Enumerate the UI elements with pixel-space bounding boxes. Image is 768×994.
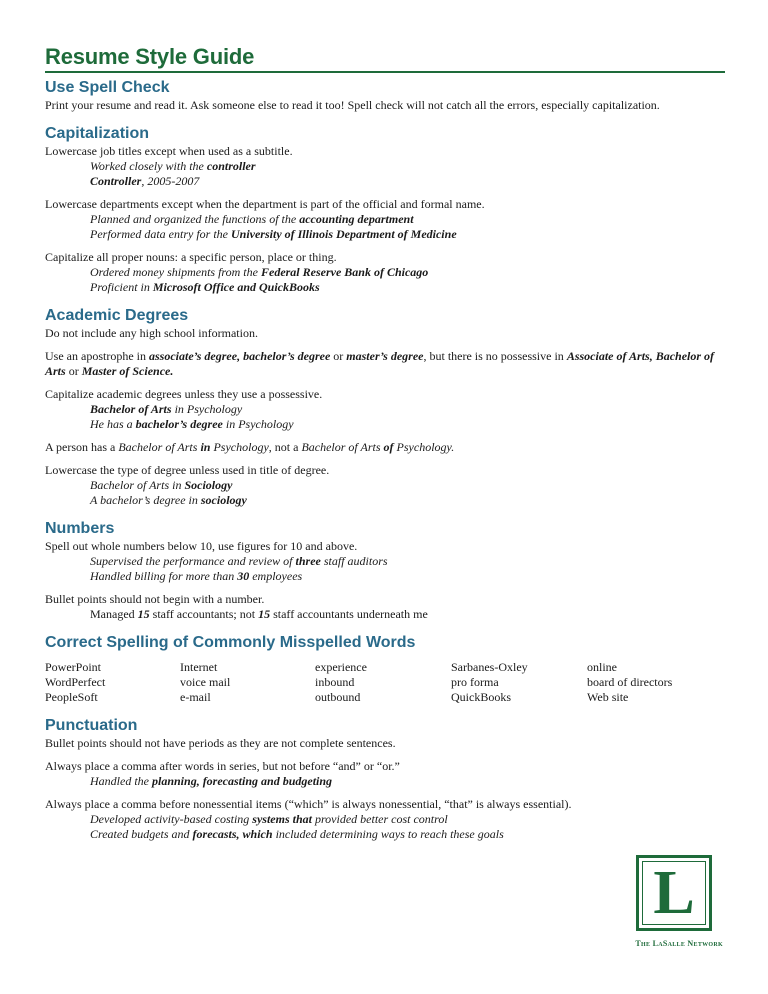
cap-example-2a: Planned and organized the functions of the accounting department bbox=[90, 212, 414, 226]
heading-numbers: Numbers bbox=[45, 520, 115, 537]
deg-rule-1: Do not include any high school information. bbox=[45, 326, 258, 340]
num-example-1a: Supervised the performance and review of three staff auditors bbox=[90, 554, 388, 568]
heading-spelling: Correct Spelling of Commonly Misspelled Words bbox=[45, 634, 416, 651]
spelling-word: Internet bbox=[180, 660, 218, 674]
spelling-word: Web site bbox=[587, 690, 629, 704]
spell-check-text: Print your resume and read it. Ask someone else to read it too! Spell check will not catch all the errors, especially capitalization. bbox=[45, 98, 660, 112]
num-example-1b: Handled billing for more than 30 employees bbox=[90, 569, 303, 583]
spelling-word: board of directors bbox=[587, 675, 673, 689]
title-rule bbox=[45, 42, 725, 73]
spelling-word: Sarbanes-Oxley bbox=[451, 660, 528, 674]
logo-frame bbox=[636, 855, 712, 931]
spelling-word: pro forma bbox=[451, 675, 499, 689]
punc-example-2: Handled the planning, forecasting and budgeting bbox=[90, 774, 333, 788]
page-title: Resume Style Guide bbox=[45, 44, 255, 69]
heading-punctuation: Punctuation bbox=[45, 717, 138, 734]
cap-example-2b: Performed data entry for the University of Illinois Department of Medicine bbox=[90, 227, 457, 241]
deg-example-5a: Bachelor of Arts in Sociology bbox=[90, 478, 233, 492]
spelling-word: QuickBooks bbox=[451, 690, 511, 704]
logo-company-name: The LaSalle Network bbox=[635, 939, 723, 948]
num-rule-2: Bullet points should not begin with a number. bbox=[45, 592, 265, 606]
spelling-word: e-mail bbox=[180, 690, 211, 704]
heading-capitalization: Capitalization bbox=[45, 125, 150, 142]
punc-example-3a: Developed activity-based costing systems that provided better cost control bbox=[90, 812, 448, 826]
cap-rule-2: Lowercase departments except when the department is part of the official and formal name. bbox=[45, 197, 485, 211]
lasalle-network-logo bbox=[623, 855, 723, 948]
heading-spell-check: Use Spell Check bbox=[45, 79, 170, 96]
spelling-word: PeopleSoft bbox=[45, 690, 98, 704]
deg-rule-2: Use an apostrophe in associate’s degree, bachelor’s degree or master’s degree, but there is no possessive in Associate of Arts, Bachelor of Arts or Master of Science. bbox=[45, 349, 715, 378]
punc-example-3b: Created budgets and forecasts, which included determining ways to reach these goals bbox=[90, 827, 504, 841]
cap-example-1b: Controller, 2005-2007 bbox=[90, 174, 200, 188]
heading-academic-degrees: Academic Degrees bbox=[45, 307, 189, 324]
spelling-word: outbound bbox=[315, 690, 361, 704]
num-example-2: Managed 15 staff accountants; not 15 staff accountants underneath me bbox=[90, 607, 428, 621]
punc-rule-3: Always place a comma before nonessential items (“which” is always nonessential, “that” is always essential). bbox=[45, 797, 572, 811]
cap-example-3b: Proficient in Microsoft Office and QuickBooks bbox=[90, 280, 320, 294]
deg-example-5b: A bachelor’s degree in sociology bbox=[90, 493, 247, 507]
cap-rule-1: Lowercase job titles except when used as a subtitle. bbox=[45, 144, 293, 158]
punc-rule-2: Always place a comma after words in series, but not before “and” or “or.” bbox=[45, 759, 400, 773]
deg-example-3b: He has a bachelor’s degree in Psychology bbox=[90, 417, 294, 431]
spelling-word-grid bbox=[45, 660, 725, 705]
cap-example-1a: Worked closely with the controller bbox=[90, 159, 256, 173]
deg-rule-4: A person has a Bachelor of Arts in Psychology, not a Bachelor of Arts of Psychology. bbox=[45, 440, 455, 454]
spelling-word: voice mail bbox=[180, 675, 231, 689]
spelling-word: online bbox=[587, 660, 617, 674]
spelling-word: PowerPoint bbox=[45, 660, 102, 674]
style-guide-page bbox=[45, 42, 725, 842]
spelling-word: WordPerfect bbox=[45, 675, 106, 689]
spelling-word: inbound bbox=[315, 675, 355, 689]
cap-example-3a: Ordered money shipments from the Federal Reserve Bank of Chicago bbox=[90, 265, 429, 279]
punc-rule-1: Bullet points should not have periods as they are not complete sentences. bbox=[45, 736, 396, 750]
num-rule-1: Spell out whole numbers below 10, use figures for 10 and above. bbox=[45, 539, 358, 553]
cap-rule-3: Capitalize all proper nouns: a specific person, place or thing. bbox=[45, 250, 337, 264]
deg-rule-5: Lowercase the type of degree unless used in title of degree. bbox=[45, 463, 330, 477]
deg-rule-3: Capitalize academic degrees unless they use a possessive. bbox=[45, 387, 323, 401]
deg-example-3a: Bachelor of Arts in Psychology bbox=[90, 402, 243, 416]
logo-letter: L bbox=[653, 859, 695, 927]
spelling-word: experience bbox=[315, 660, 367, 674]
